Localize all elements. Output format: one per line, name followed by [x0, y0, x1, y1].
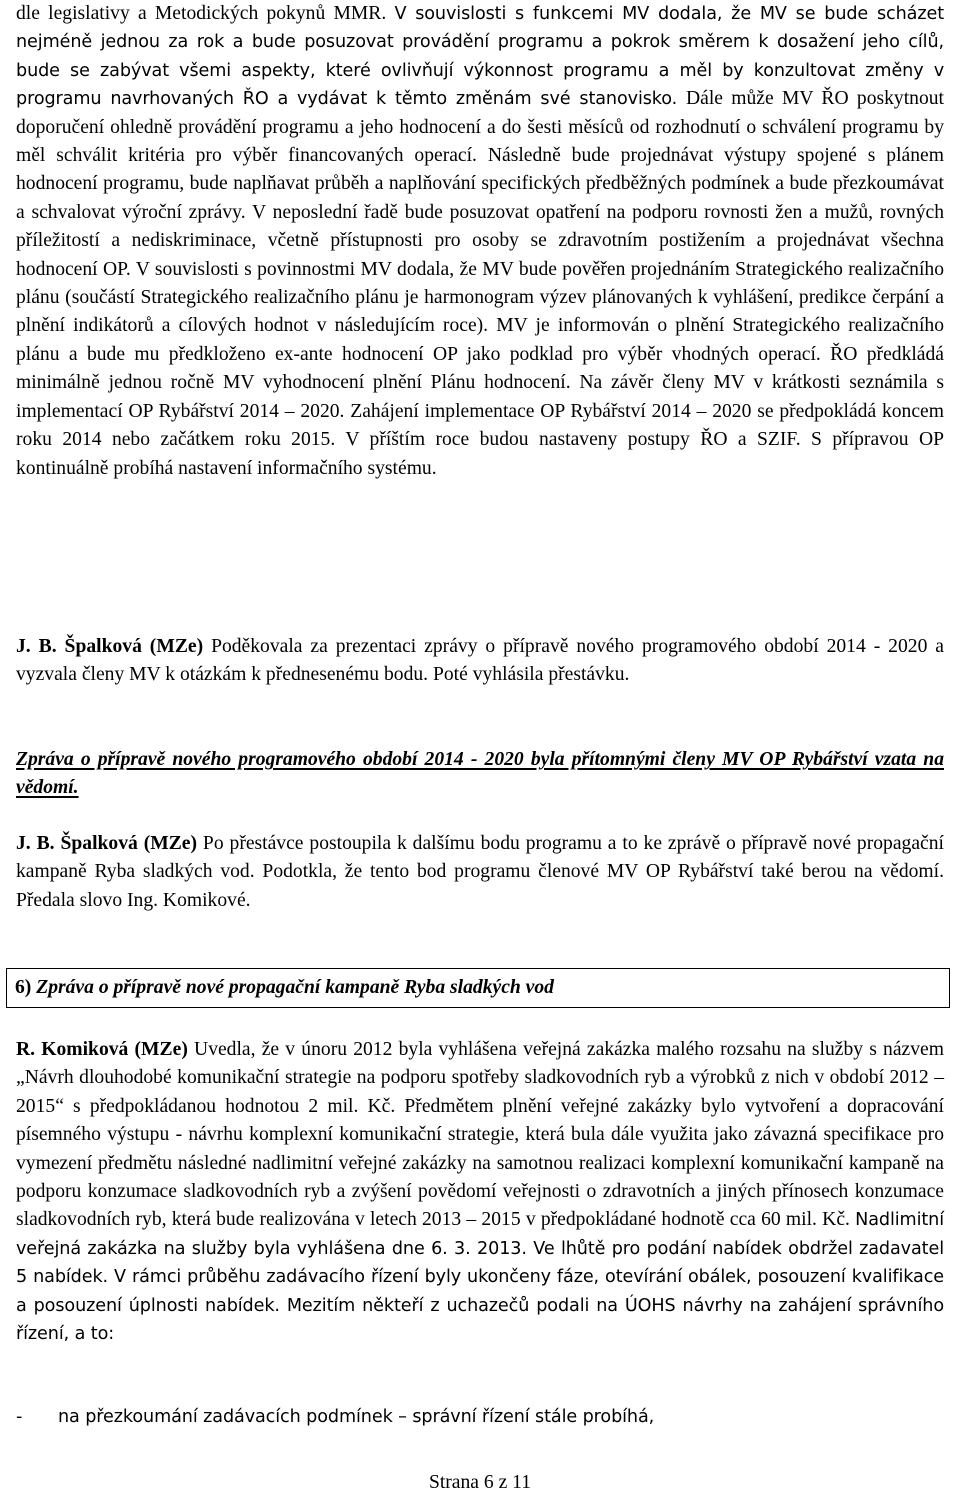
text-run: Následně bude projednávat výstupy spojené s plánem hodnocení programu, bude naplňavat průběh a naplňování specifických předběžných podmínek a bude přezkoumávat a schvalovat výroční zprávy. V neposlední řadě bude posuzovat opatření na podporu rovnosti žen a mužů, rovných příležitostí a nediskriminace, včetně přístupnosti pro osoby se zdravotním postižením a projednávat všechna hodnocení OP. V souvislosti s povinnostmi MV dodala, že MV bude pověřen projednáním Strategického realizačního plánu (součástí Strategického realizačního plánu je harmonogram výzev plánovaných k vyhlášení, predikce čerpání a plnění indikátorů a cílových hodnot v následujícím roce). MV je informován o plnění Strategického realizačního plánu a bude mu předkloženo ex-ante hodnocení OP jako podklad pro výběr vhodných operací. ŘO předkládá minimálně jednou ročně MV vyhodnocení plnění Plánu hodnocení. Na závěr členy MV v krátkosti seznámila s implementací OP Rybářství 2014 – 2020. Zahájení implementace OP Rybářství 2014 – 2020 se předpokládá koncem roku 2014 nebo začátkem roku 2015. V příštím roce budou nastaveny postupy ŘO a SZIF. S přípravou OP kontinuálně probíhá nastavení informačního systému. — [16, 145, 944, 479]
section-heading — [6, 968, 950, 1008]
text-run-sans: Nadlimitní veřejná zakázka na služby byla vyhlášena dne 6. 3. 2013. Ve lhůtě pro podání nabídek obdržel zadavatel 5 nabídek. V rámci průběhu zadávacího řízení byly ukončeny fáze, otevírání obálek, posouzení kvalifikace a posouzení úplnosti nabídek. Mezitím někteří z uchazečů podali na ÚOHS návrhy na zahájení správního řízení, a to: — [16, 1210, 944, 1345]
text-run-sans: ovlivňují výkonnost programu a měl by konzultovat změny v programu navrhovaných ŘO a vydávat k těmto změnám své stanovisko. — [16, 60, 945, 110]
bullet-text: na přezkoumání zadávacích podmínek – správní řízení stále probíhá, — [58, 1407, 655, 1427]
text-run: dle legislativy a Metodických pokynů MMR. — [16, 3, 395, 24]
paragraph-text: Poděkovala za prezentaci zprávy o přípravě nového programového období 2014 - 2020 a vyzvala členy MV k otázkám k přednesenému bodu. Poté vyhlásila přestávku. — [16, 636, 944, 686]
text-run-sans: V souvislosti s funkcemi MV dodala, že MV se bude scházet nejméně jednou za rok a bude posuzovat provádění programu a pokrok směrem k dosažení jeho cílů, bude se zabývat všemi aspekty, které — [16, 4, 944, 81]
paragraph-komikova — [16, 1036, 944, 1348]
text-run: Dále může MV ŘO poskytnout doporučení ohledně provádění programu a jeho hodnocení a do šesti měsíců od rozhodnutí o schválení programu by měl schválit kritéria pro výběr financovaných operací. — [16, 88, 945, 167]
resolution-text: Zpráva o přípravě nového programového období 2014 - 2020 byla přítomnými členy MV OP Rybářství vzata na vědomí. — [16, 749, 944, 799]
page-number: Strana 6 z 11 — [428, 1472, 532, 1493]
paragraph-spalkova-after-break — [16, 830, 944, 915]
paragraph-spalkova-thanks — [16, 633, 944, 690]
speaker-name: R. Komiková (MZe) — [16, 1039, 188, 1060]
speaker-name: J. B. Špalková (MZe) — [16, 636, 204, 657]
section-number: 6) — [15, 977, 32, 998]
speaker-name: J. B. Špalková (MZe) — [16, 833, 198, 854]
resolution-note — [16, 746, 944, 803]
bullet-item — [16, 1403, 944, 1431]
paragraph-text: Uvedla, že v únoru 2012 byla vyhlášena veřejná zakázka malého rozsahu na služby s názvem „Návrh dlouhodobé komunikační strategie na podporu spotřeby sladkovodních ryb a výrobků z nich v období 2012 – 2015“ s předpokládanou hodnotou 2 mil. Kč. Předmětem plnění veřejné zakázky bylo vytvoření a dopracování písemného výstupu - návrhu komplexní komunikační strategie, která bula dále využita jako závazná specifikace pro vymezení předmětu následné nadlimitní veřejné zakázky na samotnou realizaci komplexní komunikační kampaně na podporu konzumace sladkovodních ryb a zvýšení povědomí veřejnosti o zdravotních a jiných přínosech konzumace sladkovodních ryb, která bude realizována v letech 2013 – 2015 v předpokládané hodnotě cca 60 mil. Kč. — [16, 1039, 944, 1231]
paragraph-text: Po přestávce postoupila k dalšímu bodu programu a to ke zprávě o přípravě nové propagační kampaně Ryba sladkých vod. Podotkla, že tento bod programu členové MV OP Rybářství také berou na vědomí. Předala slovo Ing. Komikové. — [16, 833, 944, 911]
section-title: Zpráva o přípravě nové propagační kampaně Ryba sladkých vod — [36, 977, 554, 998]
bullet-dash: - — [16, 1407, 23, 1427]
paragraph-committee-functions — [16, 0, 944, 483]
